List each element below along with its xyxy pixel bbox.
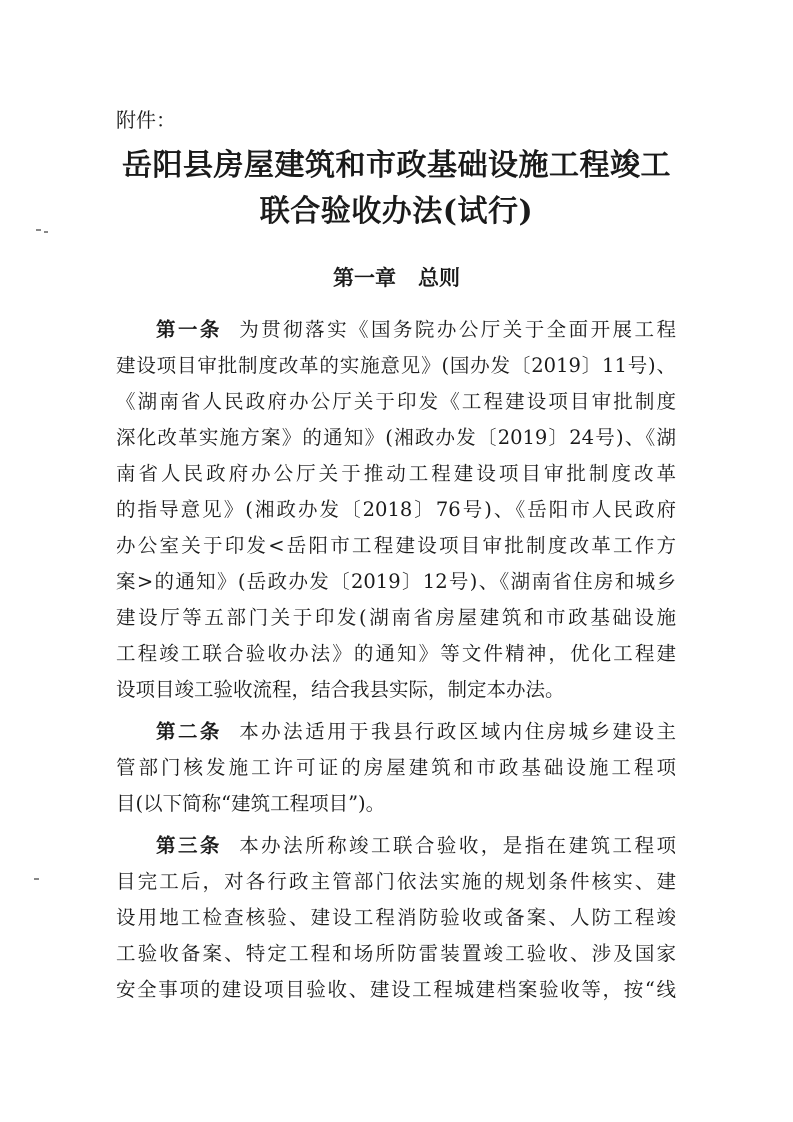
article-2-line: 管部门核发施工许可证的房屋建筑和市政基础设施工程项 [116,756,676,779]
article-1-line: 设项目竣工验收流程，结合我县实际，制定本办法。 [116,678,565,701]
article-1-line: 案>的通知》(岳政办发〔2019〕12号)、《湖南省住房和城乡 [116,570,676,593]
article-1-heading: 第一条 [156,318,222,341]
article-3-heading: 第三条 [156,834,222,857]
article-3-line: 设用地工检查核验、建设工程消防验收或备案、人防工程竣 [116,906,676,929]
document-title-line2: 联合验收办法(试行) [259,194,534,229]
article-3-line: 目完工后，对各行政主管部门依法实施的规划条件核实、建 [116,870,676,893]
article-2-line: 目(以下简称“建筑工程项目”)。 [116,792,386,815]
article-1-line: 第一条 为贯彻落实《国务院办公厅关于全面开展工程 [156,318,676,341]
document-title-line1: 岳阳县房屋建筑和市政基础设施工程竣工 [122,148,671,183]
attachment-label: 附件： [116,108,176,132]
article-3-line: 第三条 本办法所称竣工联合验收，是指在建筑工程项 [156,834,676,857]
article-2-heading: 第二条 [156,720,222,743]
scan-speck [44,231,48,233]
chapter-number: 第一章 [333,266,396,290]
article-1-line: 办公室关于印发<岳阳市工程建设项目审批制度改革工作方 [116,534,676,557]
article-1-line: 的指导意见》(湘政办发〔2018〕76号)、《岳阳市人民政府 [116,498,676,521]
chapter-name: 总则 [418,266,460,290]
article-1-line: 《湖南省人民政府办公厅关于印发《工程建设项目审批制度 [116,390,676,413]
article-1-line: 建设厅等五部门关于印发(湖南省房屋建筑和市政基础设施 [116,606,676,629]
article-1-line: 建设项目审批制度改革的实施意见》(国办发〔2019〕11号)、 [116,354,676,377]
article-2-line: 第二条 本办法适用于我县行政区域内住房城乡建设主 [156,720,676,743]
article-3-line: 工验收备案、特定工程和场所防雷装置竣工验收、涉及国家 [116,942,676,965]
scan-speck [34,878,39,880]
article-1-line: 深化改革实施方案》的通知》(湘政办发〔2019〕24号)、《湖 [116,426,676,449]
chapter-heading [0,262,793,292]
article-3-line: 安全事项的建设项目验收、建设工程城建档案验收等，按“线 [116,978,676,1001]
article-1-line: 南省人民政府办公厅关于推动工程建设项目审批制度改革 [116,462,676,485]
article-1-line: 工程竣工联合验收办法》的通知》等文件精神，优化工程建 [116,642,676,665]
